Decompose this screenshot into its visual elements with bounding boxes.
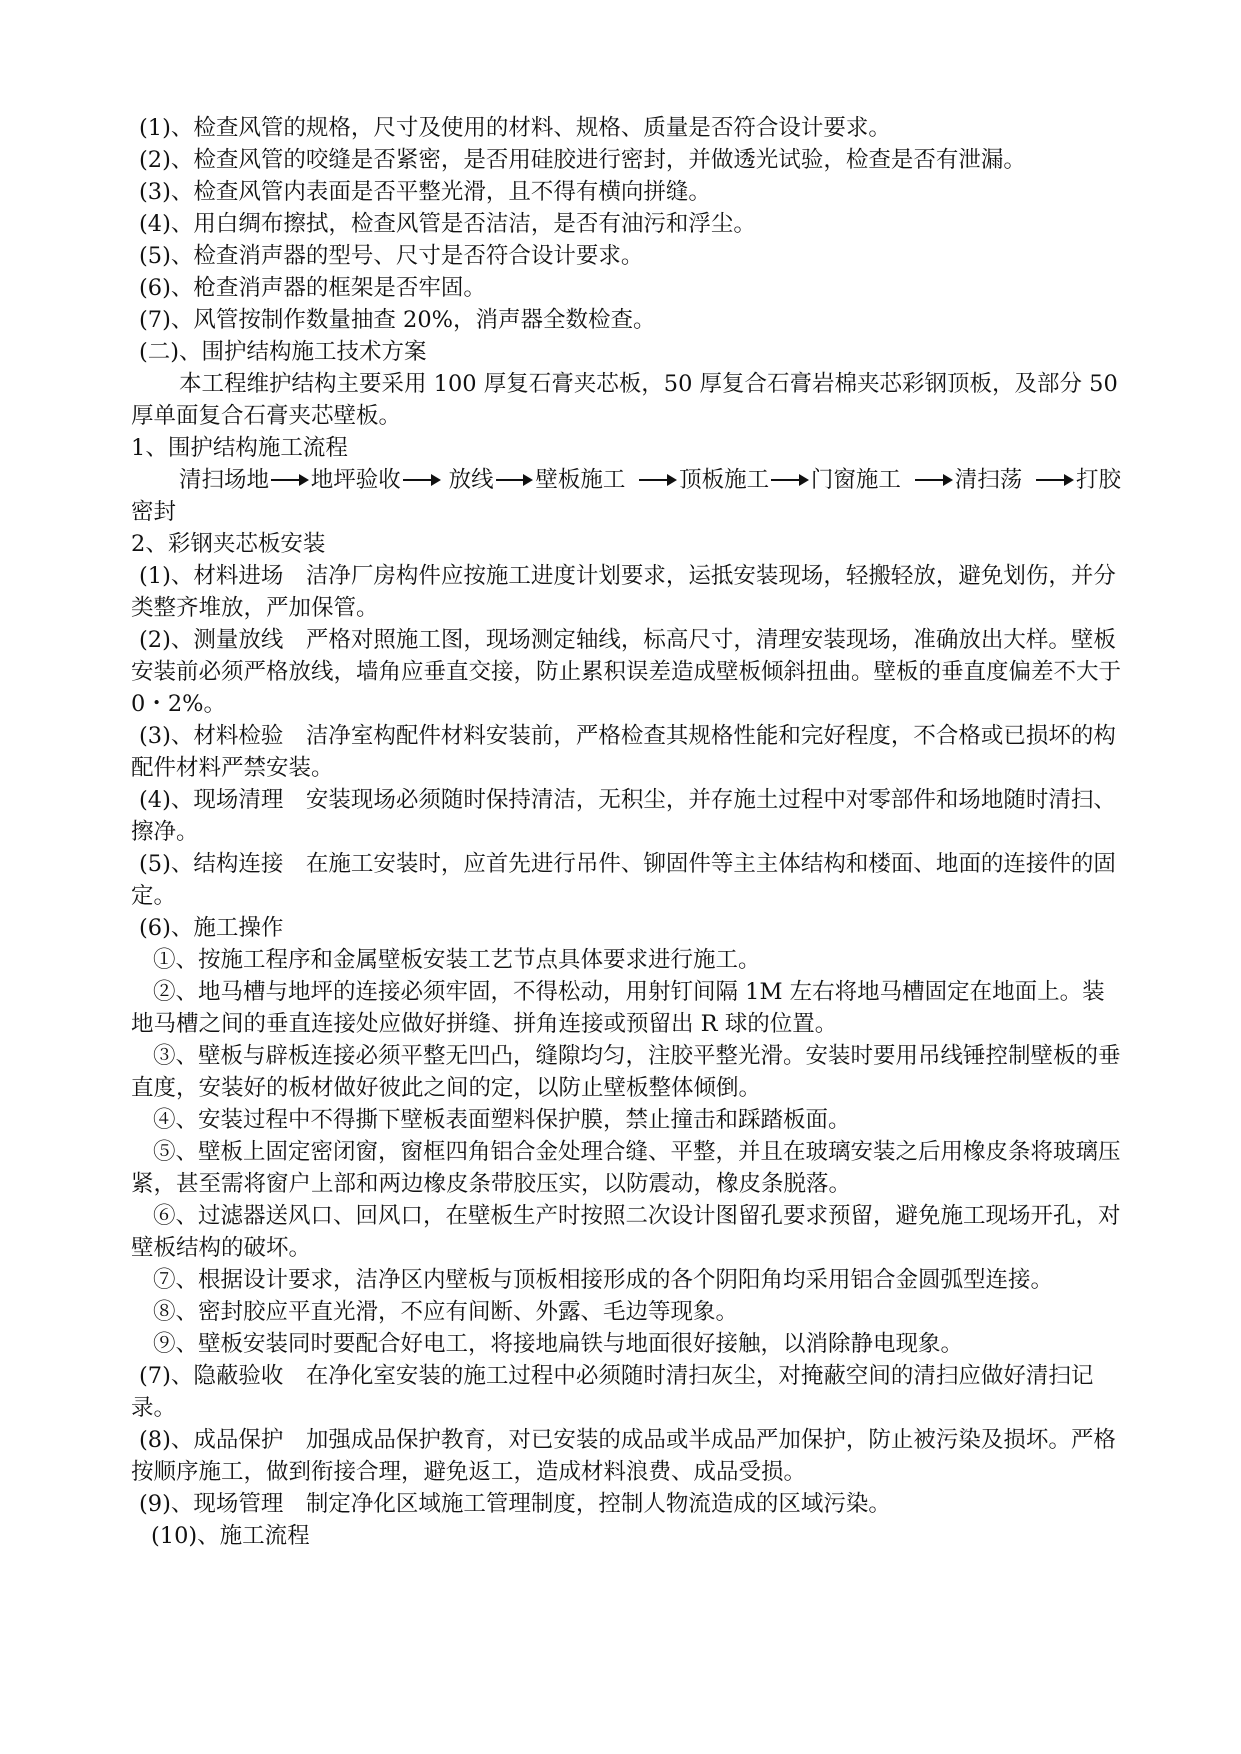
arrow-right-icon (915, 473, 953, 487)
operation-step-7: ⑦、根据设计要求，洁净区内壁板与顶板相接形成的各个阴阳角均采用铝合金圆弧型连接。 (153, 1267, 1054, 1293)
install-item-5: (5)、结构连接 在施工安装时，应首先进行吊件、铆固件等主主体结构和楼面、地面的连接件的固定。 (131, 851, 1116, 909)
check-item-4: (4)、用白绸布擦拭，检查风管是否洁洁，是否有油污和浮尘。 (139, 211, 756, 237)
flow-step: 顶板施工 (679, 467, 770, 493)
check-item-6: (6)、枪查消声器的框架是否牢固。 (139, 275, 486, 301)
check-item-1: (1)、检查风管的规格，尺寸及使用的材料、规格、质量是否符合设计要求。 (139, 115, 891, 141)
flow-tail: 密封 (131, 499, 177, 525)
operation-step-6: ⑥、过滤器送风口、回风口，在壁板生产时按照二次设计图留孔要求预留，避免施工现场开孔，对壁板结构的破坏。 (131, 1203, 1121, 1261)
flow-step: 放线 (448, 467, 494, 493)
operation-step-2: ②、地马槽与地坪的连接必须牢固，不得松动，用射钉间隔 1M 左右将地马槽固定在地面上。装地马槽之间的垂直连接处应做好拼缝、拼角连接或预留出 R 球的位置。 (131, 979, 1105, 1037)
install-item-3: (3)、材料检验 洁净室构配件材料安装前，严格检查其规格性能和完好程度，不合格或已损坏的构配件材料严禁安装。 (131, 723, 1116, 781)
arrow-right-icon (639, 473, 677, 487)
check-item-5: (5)、检查消声器的型号、尺寸是否符合设计要求。 (139, 243, 644, 269)
check-item-2: (2)、检查风管的咬缝是否紧密，是否用硅胶进行密封，并做透光试验，检查是否有泄漏。 (139, 147, 1026, 173)
flow-step: 地坪验收 (310, 467, 401, 493)
install-item-1: (1)、材料进场 洁净厂房构件应按施工进度计划要求，运抵安装现场，轻搬轻放，避免划伤，并分类整齐堆放，严加保管。 (131, 563, 1116, 621)
operation-step-3: ③、壁板与辟板连接必须平整无凹凸，缝隙均匀，注胶平整光滑。安装时要用吊线锤控制壁板的垂直度，安装好的板材做好彼此之间的定，以防止壁板整体倾倒。 (131, 1043, 1121, 1101)
document-page (131, 112, 1121, 1552)
install-item-10: (10)、施工流程 (151, 1523, 310, 1549)
arrow-right-icon (771, 473, 809, 487)
operation-step-8: ⑧、密封胶应平直光滑，不应有间断、外露、毛边等现象。 (153, 1299, 739, 1325)
operation-step-9: ⑨、壁板安装同时要配合好电工，将接地扁铁与地面很好接触，以消除静电现象。 (153, 1331, 964, 1357)
intro-paragraph: 本工程维护结构主要采用 100 厚复石膏夹芯板，50 厚复合石膏岩棉夹芯彩钢顶板，及部分 50 厚单面复合石膏夹芯壁板。 (131, 371, 1118, 429)
subheading-1: 1、围护结构施工流程 (131, 435, 348, 461)
section-heading: (二)、围护结构施工技术方案 (139, 339, 427, 365)
arrow-right-icon (496, 473, 534, 487)
subheading-2: 2、彩钢夹芯板安装 (131, 531, 326, 557)
arrow-right-icon (271, 473, 309, 487)
install-item-9: (9)、现场管理 制定净化区域施工管理制度，控制人物流造成的区域污染。 (139, 1491, 891, 1517)
check-item-3: (3)、检查风管内表面是否平整光滑，且不得有横向拼缝。 (139, 179, 711, 205)
install-item-8: (8)、成品保护 加强成品保护教育，对已安装的成品或半成品严加保护，防止被污染及损坏。严格按顺序施工，做到衔接合理，避免返工，造成材料浪费、成品受损。 (131, 1427, 1116, 1485)
arrow-right-icon (1036, 473, 1074, 487)
install-item-6: (6)、施工操作 (139, 915, 284, 941)
flow-step: 壁板施工 (535, 467, 626, 493)
flow-step: 打胶 (1075, 467, 1121, 493)
check-item-7: (7)、风管按制作数量抽查 20%，消声器全数检查。 (139, 307, 656, 333)
operation-step-5: ⑤、壁板上固定密闭窗，窗框四角铝合金处理合缝、平整，并且在玻璃安装之后用橡皮条将玻璃压紧，甚至需将窗户上部和两边橡皮条带胶压实，以防震动，橡皮条脱落。 (131, 1139, 1121, 1197)
operation-step-1: ①、按施工程序和金属壁板安装工艺节点具体要求进行施工。 (153, 947, 761, 973)
process-flow (131, 464, 1121, 496)
install-item-4: (4)、现场清理 安装现场必须随时保持清洁，无积尘，并存施土过程中对零部件和场地随时清扫、擦净。 (131, 787, 1116, 845)
flow-step: 门窗施工 (810, 467, 901, 493)
install-item-2: (2)、测量放线 严格对照施工图，现场测定轴线，标高尺寸，清理安装现场，准确放出大样。壁板安装前必须严格放线，墙角应垂直交接，防止累积误差造成壁板倾斜扭曲。壁板的垂直度偏差不大于 0・2%。 (131, 627, 1122, 717)
operation-step-4: ④、安装过程中不得撕下壁板表面塑料保护膜，禁止撞击和踩踏板面。 (153, 1107, 851, 1133)
flow-step: 清扫场地 (179, 467, 270, 493)
install-item-7: (7)、隐蔽验收 在净化室安装的施工过程中必须随时清扫灰尘，对掩蔽空间的清扫应做好清扫记录。 (131, 1363, 1094, 1421)
arrow-right-icon (403, 473, 441, 487)
flow-step: 清扫荡 (954, 467, 1023, 493)
